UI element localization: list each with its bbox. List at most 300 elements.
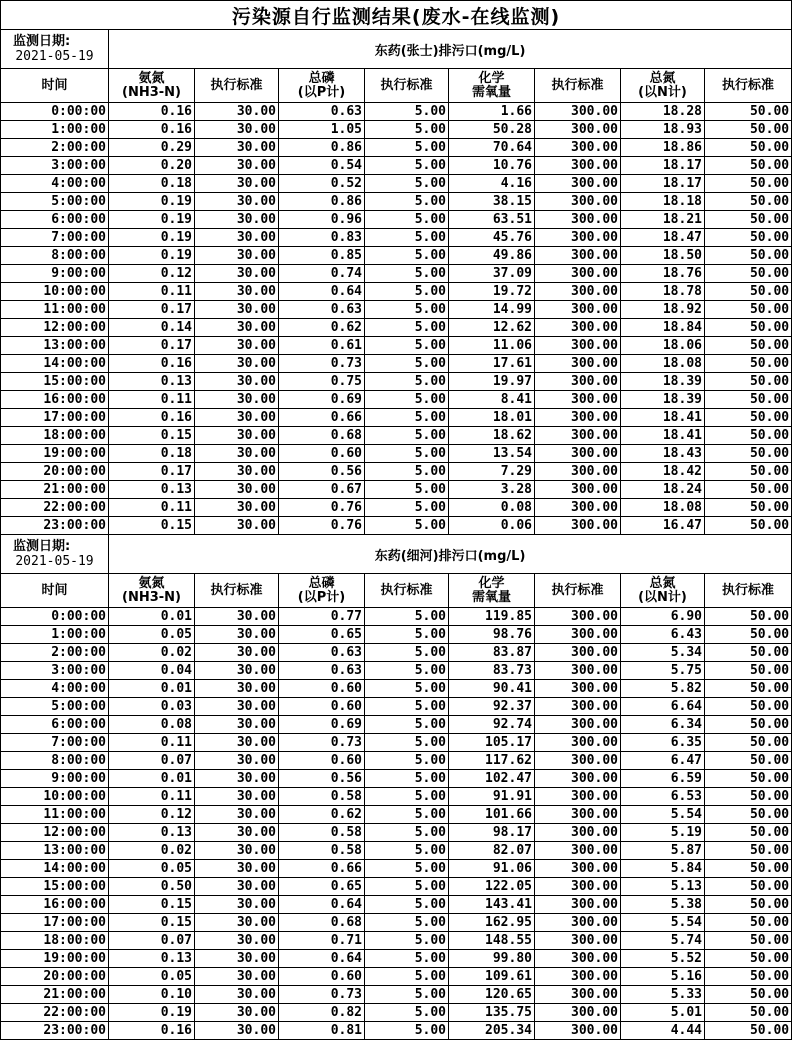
time-cell: 17:00:00 (1, 914, 109, 932)
value-cell: 14.99 (449, 301, 535, 319)
value-cell: 30.00 (195, 1022, 279, 1040)
time-cell: 22:00:00 (1, 1004, 109, 1022)
table-row (1, 247, 792, 265)
table-row (1, 932, 792, 950)
value-cell: 5.33 (621, 986, 705, 1004)
value-cell: 300.00 (535, 734, 621, 752)
value-cell: 30.00 (195, 662, 279, 680)
value-cell: 300.00 (535, 788, 621, 806)
value-cell: 300.00 (535, 986, 621, 1004)
value-cell: 50.00 (705, 950, 792, 968)
value-cell: 162.95 (449, 914, 535, 932)
time-cell: 11:00:00 (1, 806, 109, 824)
value-cell: 5.74 (621, 932, 705, 950)
column-header (535, 574, 621, 608)
value-cell: 0.64 (279, 896, 365, 914)
value-cell: 45.76 (449, 229, 535, 247)
value-cell: 5.16 (621, 968, 705, 986)
value-cell: 18.47 (621, 229, 705, 247)
value-cell: 50.00 (705, 662, 792, 680)
value-cell: 300.00 (535, 319, 621, 337)
monitoring-date (1, 30, 109, 69)
column-header (705, 69, 792, 103)
value-cell: 18.41 (621, 427, 705, 445)
value-cell: 300.00 (535, 409, 621, 427)
value-cell: 8.41 (449, 391, 535, 409)
time-cell: 22:00:00 (1, 499, 109, 517)
value-cell: 0.18 (109, 445, 195, 463)
value-cell: 300.00 (535, 175, 621, 193)
value-cell: 0.61 (279, 337, 365, 355)
value-cell: 300.00 (535, 139, 621, 157)
value-cell: 300.00 (535, 662, 621, 680)
value-cell: 30.00 (195, 445, 279, 463)
value-cell: 5.00 (365, 283, 449, 301)
time-cell: 18:00:00 (1, 932, 109, 950)
value-cell: 0.11 (109, 788, 195, 806)
value-cell: 5.00 (365, 806, 449, 824)
value-cell: 18.08 (621, 499, 705, 517)
table-row (1, 481, 792, 499)
monitoring-date-value: 2021-05-19 (15, 49, 94, 64)
value-cell: 117.62 (449, 752, 535, 770)
value-cell: 5.00 (365, 463, 449, 481)
value-cell: 3.28 (449, 481, 535, 499)
time-cell: 4:00:00 (1, 680, 109, 698)
value-cell: 18.78 (621, 283, 705, 301)
value-cell: 30.00 (195, 247, 279, 265)
value-cell: 5.00 (365, 481, 449, 499)
value-cell: 6.90 (621, 608, 705, 626)
value-cell: 300.00 (535, 968, 621, 986)
value-cell: 4.16 (449, 175, 535, 193)
value-cell: 50.00 (705, 103, 792, 121)
value-cell: 0.66 (279, 860, 365, 878)
table-row (1, 950, 792, 968)
value-cell: 18.92 (621, 301, 705, 319)
value-cell: 0.58 (279, 842, 365, 860)
value-cell: 50.00 (705, 806, 792, 824)
value-cell: 5.00 (365, 608, 449, 626)
value-cell: 6.34 (621, 716, 705, 734)
value-cell: 0.06 (449, 517, 535, 535)
column-header-line1: 执行标准 (210, 77, 263, 93)
value-cell: 300.00 (535, 445, 621, 463)
value-cell: 50.00 (705, 265, 792, 283)
value-cell: 0.16 (109, 1022, 195, 1040)
value-cell: 6.47 (621, 752, 705, 770)
table-row (1, 968, 792, 986)
value-cell: 5.00 (365, 644, 449, 662)
value-cell: 0.73 (279, 355, 365, 373)
column-header (109, 574, 195, 608)
value-cell: 6.43 (621, 626, 705, 644)
value-cell: 5.87 (621, 842, 705, 860)
column-header-line1: 总氮 (649, 70, 676, 86)
value-cell: 300.00 (535, 229, 621, 247)
value-cell: 50.00 (705, 914, 792, 932)
value-cell: 5.00 (365, 734, 449, 752)
time-cell: 18:00:00 (1, 427, 109, 445)
column-header-line2: (以N计) (638, 84, 687, 100)
value-cell: 0.58 (279, 824, 365, 842)
time-cell: 19:00:00 (1, 950, 109, 968)
value-cell: 0.69 (279, 716, 365, 734)
value-cell: 5.00 (365, 157, 449, 175)
table-row (1, 824, 792, 842)
table-row (1, 229, 792, 247)
value-cell: 300.00 (535, 427, 621, 445)
time-cell: 13:00:00 (1, 842, 109, 860)
table-row (1, 355, 792, 373)
value-cell: 50.00 (705, 337, 792, 355)
value-cell: 30.00 (195, 842, 279, 860)
value-cell: 30.00 (195, 788, 279, 806)
value-cell: 122.05 (449, 878, 535, 896)
monitoring-date-label: 监测日期: (13, 539, 71, 554)
value-cell: 18.18 (621, 193, 705, 211)
value-cell: 0.11 (109, 391, 195, 409)
value-cell: 30.00 (195, 914, 279, 932)
value-cell: 30.00 (195, 103, 279, 121)
value-cell: 30.00 (195, 265, 279, 283)
value-cell: 0.13 (109, 950, 195, 968)
value-cell: 0.52 (279, 175, 365, 193)
value-cell: 5.82 (621, 680, 705, 698)
value-cell: 50.00 (705, 698, 792, 716)
value-cell: 5.01 (621, 1004, 705, 1022)
value-cell: 300.00 (535, 247, 621, 265)
time-cell: 2:00:00 (1, 139, 109, 157)
value-cell: 0.16 (109, 355, 195, 373)
table-row (1, 878, 792, 896)
value-cell: 0.16 (109, 121, 195, 139)
value-cell: 30.00 (195, 608, 279, 626)
time-cell: 20:00:00 (1, 463, 109, 481)
value-cell: 30.00 (195, 950, 279, 968)
value-cell: 50.00 (705, 878, 792, 896)
column-header-line2: 需氧量 (471, 589, 511, 605)
value-cell: 83.87 (449, 644, 535, 662)
value-cell: 5.38 (621, 896, 705, 914)
value-cell: 0.19 (109, 229, 195, 247)
column-header (621, 574, 705, 608)
time-cell: 23:00:00 (1, 517, 109, 535)
value-cell: 0.29 (109, 139, 195, 157)
time-cell: 10:00:00 (1, 788, 109, 806)
value-cell: 5.00 (365, 824, 449, 842)
section-header-row (1, 535, 792, 574)
report-title: 污染源自行监测结果(废水-在线监测) (1, 1, 792, 30)
value-cell: 0.63 (279, 301, 365, 319)
value-cell: 5.00 (365, 698, 449, 716)
value-cell: 0.17 (109, 337, 195, 355)
value-cell: 18.06 (621, 337, 705, 355)
value-cell: 0.12 (109, 806, 195, 824)
value-cell: 50.00 (705, 157, 792, 175)
value-cell: 99.80 (449, 950, 535, 968)
value-cell: 0.02 (109, 644, 195, 662)
time-cell: 20:00:00 (1, 968, 109, 986)
value-cell: 300.00 (535, 770, 621, 788)
value-cell: 7.29 (449, 463, 535, 481)
column-header-line1: 执行标准 (380, 77, 433, 93)
value-cell: 50.00 (705, 770, 792, 788)
value-cell: 5.00 (365, 788, 449, 806)
value-cell: 50.00 (705, 680, 792, 698)
value-cell: 0.58 (279, 788, 365, 806)
value-cell: 0.56 (279, 770, 365, 788)
time-cell: 17:00:00 (1, 409, 109, 427)
value-cell: 0.60 (279, 752, 365, 770)
value-cell: 50.00 (705, 283, 792, 301)
value-cell: 18.76 (621, 265, 705, 283)
table-row (1, 373, 792, 391)
value-cell: 30.00 (195, 391, 279, 409)
table-row (1, 517, 792, 535)
value-cell: 5.00 (365, 986, 449, 1004)
table-row (1, 842, 792, 860)
value-cell: 0.05 (109, 860, 195, 878)
value-cell: 5.13 (621, 878, 705, 896)
value-cell: 0.63 (279, 662, 365, 680)
value-cell: 300.00 (535, 121, 621, 139)
value-cell: 18.62 (449, 427, 535, 445)
column-header-line2: (以P计) (297, 84, 346, 100)
value-cell: 30.00 (195, 283, 279, 301)
table-row (1, 283, 792, 301)
value-cell: 98.76 (449, 626, 535, 644)
column-header-line2: 需氧量 (471, 84, 511, 100)
value-cell: 0.64 (279, 283, 365, 301)
value-cell: 50.00 (705, 968, 792, 986)
value-cell: 18.41 (621, 409, 705, 427)
value-cell: 300.00 (535, 752, 621, 770)
value-cell: 49.86 (449, 247, 535, 265)
value-cell: 0.19 (109, 193, 195, 211)
value-cell: 50.00 (705, 788, 792, 806)
time-cell: 10:00:00 (1, 283, 109, 301)
value-cell: 92.74 (449, 716, 535, 734)
table-row (1, 121, 792, 139)
table-row (1, 698, 792, 716)
value-cell: 0.11 (109, 283, 195, 301)
value-cell: 0.15 (109, 517, 195, 535)
time-cell: 1:00:00 (1, 626, 109, 644)
column-header-line1: 执行标准 (551, 582, 604, 598)
value-cell: 50.00 (705, 355, 792, 373)
value-cell: 300.00 (535, 896, 621, 914)
column-header-line1: 时间 (41, 582, 68, 598)
value-cell: 0.86 (279, 193, 365, 211)
value-cell: 30.00 (195, 806, 279, 824)
value-cell: 50.00 (705, 427, 792, 445)
time-cell: 12:00:00 (1, 319, 109, 337)
value-cell: 0.01 (109, 608, 195, 626)
value-cell: 50.00 (705, 1004, 792, 1022)
table-row (1, 445, 792, 463)
column-header (535, 69, 621, 103)
value-cell: 0.68 (279, 427, 365, 445)
value-cell: 0.01 (109, 680, 195, 698)
value-cell: 0.63 (279, 103, 365, 121)
value-cell: 18.39 (621, 373, 705, 391)
value-cell: 50.00 (705, 716, 792, 734)
value-cell: 50.00 (705, 644, 792, 662)
column-header-line1: 化学 (478, 575, 505, 591)
value-cell: 0.08 (109, 716, 195, 734)
value-cell: 5.00 (365, 626, 449, 644)
value-cell: 50.00 (705, 824, 792, 842)
column-header-line1: 氨氮 (138, 575, 165, 591)
time-cell: 19:00:00 (1, 445, 109, 463)
time-cell: 8:00:00 (1, 247, 109, 265)
value-cell: 5.00 (365, 680, 449, 698)
value-cell: 30.00 (195, 680, 279, 698)
table-row (1, 806, 792, 824)
column-header-line2: (以P计) (297, 589, 346, 605)
value-cell: 0.65 (279, 878, 365, 896)
value-cell: 300.00 (535, 608, 621, 626)
time-cell: 9:00:00 (1, 265, 109, 283)
value-cell: 98.17 (449, 824, 535, 842)
value-cell: 30.00 (195, 932, 279, 950)
value-cell: 18.39 (621, 391, 705, 409)
value-cell: 30.00 (195, 860, 279, 878)
value-cell: 18.17 (621, 175, 705, 193)
table-row (1, 896, 792, 914)
column-header (195, 574, 279, 608)
table-row (1, 1022, 792, 1040)
value-cell: 83.73 (449, 662, 535, 680)
value-cell: 90.41 (449, 680, 535, 698)
table-row (1, 463, 792, 481)
value-cell: 6.35 (621, 734, 705, 752)
time-cell: 0:00:00 (1, 608, 109, 626)
value-cell: 0.16 (109, 409, 195, 427)
table-row (1, 752, 792, 770)
value-cell: 50.00 (705, 193, 792, 211)
table-row (1, 319, 792, 337)
value-cell: 50.00 (705, 229, 792, 247)
value-cell: 300.00 (535, 1004, 621, 1022)
column-header-row (1, 574, 792, 608)
value-cell: 300.00 (535, 950, 621, 968)
value-cell: 5.00 (365, 355, 449, 373)
value-cell: 5.84 (621, 860, 705, 878)
value-cell: 50.00 (705, 175, 792, 193)
value-cell: 5.00 (365, 211, 449, 229)
value-cell: 5.00 (365, 121, 449, 139)
table-row (1, 626, 792, 644)
time-cell: 15:00:00 (1, 373, 109, 391)
value-cell: 120.65 (449, 986, 535, 1004)
table-row (1, 644, 792, 662)
time-cell: 4:00:00 (1, 175, 109, 193)
time-cell: 5:00:00 (1, 193, 109, 211)
value-cell: 50.00 (705, 1022, 792, 1040)
value-cell: 30.00 (195, 626, 279, 644)
value-cell: 0.65 (279, 626, 365, 644)
value-cell: 5.00 (365, 499, 449, 517)
value-cell: 82.07 (449, 842, 535, 860)
outlet-name: 东药(张士)排污口(mg/L) (109, 30, 792, 69)
table-row (1, 175, 792, 193)
value-cell: 30.00 (195, 481, 279, 499)
value-cell: 18.84 (621, 319, 705, 337)
table-row (1, 608, 792, 626)
value-cell: 300.00 (535, 157, 621, 175)
value-cell: 0.60 (279, 680, 365, 698)
value-cell: 0.15 (109, 896, 195, 914)
value-cell: 30.00 (195, 824, 279, 842)
value-cell: 0.05 (109, 968, 195, 986)
value-cell: 50.28 (449, 121, 535, 139)
value-cell: 30.00 (195, 752, 279, 770)
value-cell: 30.00 (195, 211, 279, 229)
value-cell: 0.62 (279, 319, 365, 337)
outlet-name: 东药(细河)排污口(mg/L) (109, 535, 792, 574)
value-cell: 0.60 (279, 968, 365, 986)
value-cell: 0.73 (279, 734, 365, 752)
value-cell: 30.00 (195, 157, 279, 175)
value-cell: 0.11 (109, 734, 195, 752)
value-cell: 0.19 (109, 211, 195, 229)
column-header (449, 69, 535, 103)
value-cell: 5.00 (365, 301, 449, 319)
table-row (1, 409, 792, 427)
value-cell: 0.04 (109, 662, 195, 680)
column-header-line1: 执行标准 (380, 582, 433, 598)
value-cell: 16.47 (621, 517, 705, 535)
time-cell: 3:00:00 (1, 157, 109, 175)
table-row (1, 301, 792, 319)
column-header-line2: (以N计) (638, 589, 687, 605)
value-cell: 30.00 (195, 193, 279, 211)
value-cell: 0.76 (279, 499, 365, 517)
time-cell: 16:00:00 (1, 391, 109, 409)
value-cell: 0.85 (279, 247, 365, 265)
value-cell: 109.61 (449, 968, 535, 986)
value-cell: 5.00 (365, 932, 449, 950)
value-cell: 300.00 (535, 463, 621, 481)
value-cell: 0.20 (109, 157, 195, 175)
value-cell: 300.00 (535, 842, 621, 860)
value-cell: 12.62 (449, 319, 535, 337)
table-row (1, 1004, 792, 1022)
value-cell: 5.00 (365, 193, 449, 211)
value-cell: 4.44 (621, 1022, 705, 1040)
value-cell: 0.15 (109, 914, 195, 932)
value-cell: 300.00 (535, 355, 621, 373)
value-cell: 50.00 (705, 463, 792, 481)
column-header-line1: 执行标准 (722, 77, 775, 93)
time-cell: 12:00:00 (1, 824, 109, 842)
table-row (1, 103, 792, 121)
value-cell: 0.17 (109, 463, 195, 481)
value-cell: 30.00 (195, 355, 279, 373)
value-cell: 5.00 (365, 139, 449, 157)
value-cell: 300.00 (535, 193, 621, 211)
value-cell: 300.00 (535, 626, 621, 644)
value-cell: 38.15 (449, 193, 535, 211)
value-cell: 70.64 (449, 139, 535, 157)
value-cell: 0.10 (109, 986, 195, 1004)
time-cell: 3:00:00 (1, 662, 109, 680)
column-header (621, 69, 705, 103)
value-cell: 5.00 (365, 373, 449, 391)
value-cell: 300.00 (535, 806, 621, 824)
